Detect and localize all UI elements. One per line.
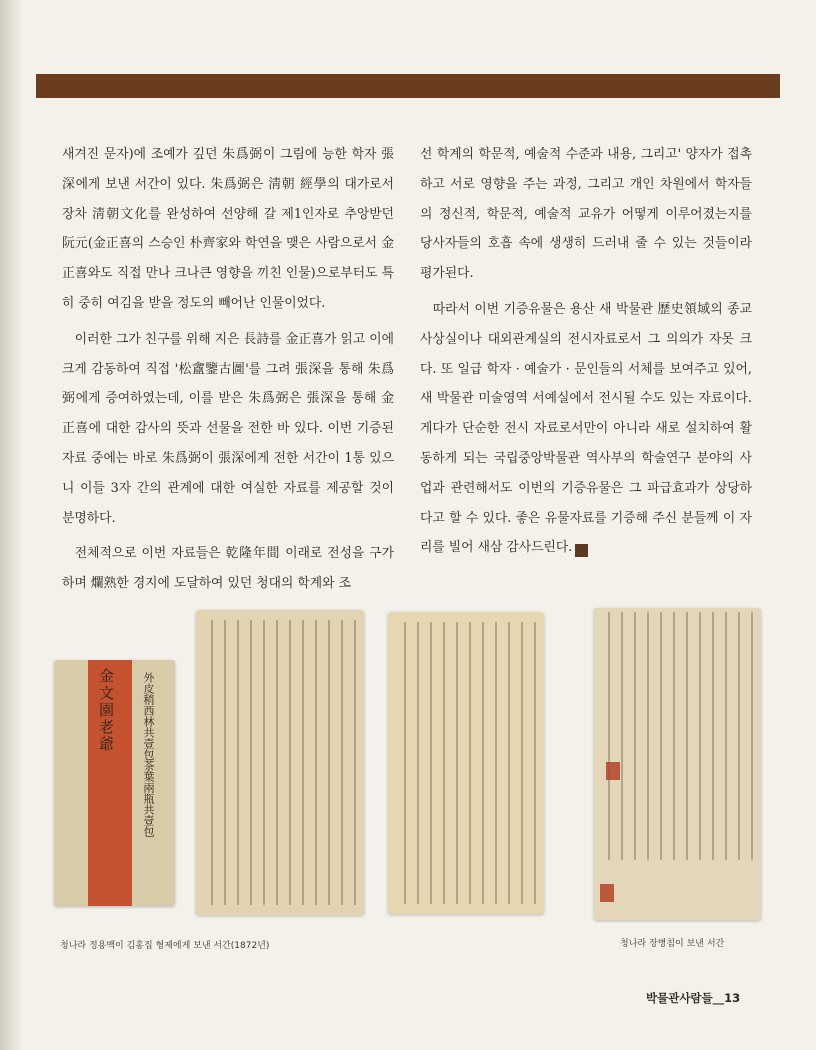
handwritten-script <box>396 622 536 904</box>
handwritten-script <box>602 612 753 860</box>
handwritten-script <box>204 620 356 905</box>
paragraph-with-end-mark <box>420 295 752 563</box>
left-text-column <box>62 140 394 605</box>
letter-photo <box>388 612 544 914</box>
figure-caption-right: 청나라 장병침이 보낸 서간 <box>620 939 725 949</box>
page-binding-shadow <box>0 0 22 1050</box>
paragraph: 새겨진 문자)에 조예가 깊던 朱爲弼이 그림에 능한 학자 張深에게 보낸 서간이 있다. 朱爲弼은 淸朝 經學의 대가로서 장차 淸朝文化를 완성하여 선양해 갈 제1인자로 추앙받던 阮元(金正喜의 스승인 朴齊家와 학연을 맺은 사람으로서 金正喜와도 직접 만나 크나큰 영향을 끼친 인물)으로부터도 특히 중히 여김을 받을 정도의 빼어난 인물이었다. <box>62 147 394 311</box>
letter-photo <box>196 610 364 915</box>
figure-caption-left: 청나라 정용백이 김홍집 형제에게 보낸 서간(1872년) <box>60 941 270 951</box>
paragraph: 선 학계의 학문적, 예술적 수준과 내용, 그리고' 양자가 접촉하고 서로 영향을 주는 과정, 그리고 개인 차원에서 학자들의 정신적, 학문적, 예술적 교유가 어떻게 이루어졌는지를 당사자들의 호흡 속에 생생히 드러내 줄 수 있는 것들이라 평가된다. <box>420 147 752 282</box>
paragraph: 이러한 그가 친구를 위해 지은 長詩를 金正喜가 읽고 이에 크게 감동하여 직접 '松盦鑒古圖'를 그려 張深을 통해 朱爲弼에게 증여하였는데, 이를 받은 朱爲弼은 張深을 통해 金正喜에 대한 감사의 뜻과 선물을 전한 바 있다. 이번 기증된 자료 중에는 바로 朱爲弼이 張深에게 전한 서간이 1통 있으니 이들 3자 간의 관계에 대한 여실한 자료를 제공할 것이 분명하다. <box>62 331 394 526</box>
envelope-address-text: 金文園老爺 <box>97 668 115 753</box>
envelope-contents-text: 外皮稍西林共壹包茶葉兩瓶共壹包 <box>142 672 155 837</box>
envelope-photo <box>54 660 175 906</box>
paragraph-text: 따라서 이번 기증유물은 용산 새 박물관 歷史領域의 종교사상실이나 대외관계실의 전시자료로서 그 의의가 자못 크다. 또 일급 학자 · 예술가 · 문인들의 서체를 보여주고 있어, 새 박물관 미술영역 서예실에서 전시될 수도 있는 자료이다. 게다가 단순한 전시 자료로서만이 아니라 새로 설치하여 활동하게 되는 국립중앙박물관 역사부의 학술연구 분야의 사업과 관련해서도 이번의 기증유물은 그 파급효과가 상당하다고 할 수 있다. 좋은 유물자료를 기증해 주신 분들께 이 자리를 빌어 새삼 감사드린다. <box>420 301 752 556</box>
end-mark-icon: M <box>575 544 588 557</box>
seal-stamp <box>606 762 620 780</box>
page-footer: 박물관사람들__13 <box>646 991 741 1005</box>
header-bar <box>36 74 780 98</box>
paragraph: 전체적으로 이번 자료들은 乾隆年間 이래로 전성을 구가하며 爛熟한 경지에 도달하여 있던 청대의 학계와 조 <box>62 546 394 592</box>
letter-photo <box>594 608 761 920</box>
seal-stamp <box>600 884 614 902</box>
right-text-column <box>420 140 752 569</box>
